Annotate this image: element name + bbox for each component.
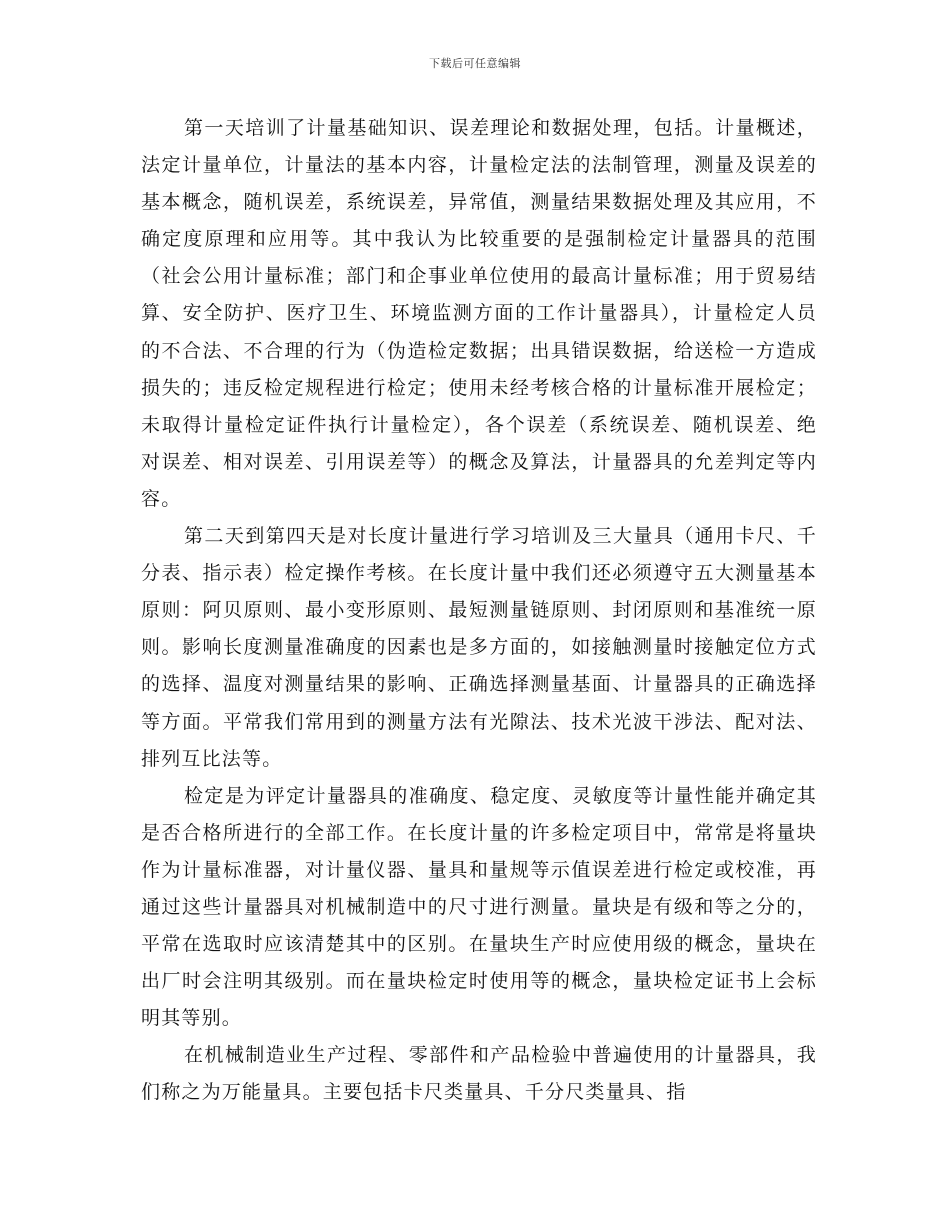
page-header: 下载后可任意编辑: [429, 57, 521, 70]
paragraph-2: 第二天到第四天是对长度计量进行学习培训及三大量具（通用卡尺、千分表、指示表）检定操作考核。在长度计量中我们还必须遵守五大测量基本原则：阿贝原则、最小变形原则、最短测量链原则、封闭原则和基准统一原则。影响长度测量准确度的因素也是多方面的，如接触测量时接触定位方式的选择、温度对测量结果的影响、正确选择测量基面、计量器具的正确选择等方面。平常我们常用到的测量方法有光隙法、技术光波干涉法、配对法、排列互比法等。: [141, 525, 817, 770]
document-body: [141, 110, 817, 1112]
paragraph-1: 第一天培训了计量基础知识、误差理论和数据处理，包括。计量概述，法定计量单位，计量法的基本内容，计量检定法的法制管理，测量及误差的基本概念，随机误差，系统误差，异常值，测量结果数据处理及其应用，不确定度原理和应用等。其中我认为比较重要的是强制检定计量器具的范围（社会公用计量标准；部门和企事业单位使用的最高计量标准；用于贸易结算、安全防护、医疗卫生、环境监测方面的工作计量器具），计量检定人员的不合法、不合理的行为（伪造检定数据；出具错误数据，给送检一方造成损失的；违反检定规程进行检定；使用未经考核合格的计量标准开展检定；未取得计量检定证件执行计量检定），各个误差（系统误差、随机误差、绝对误差、相对误差、引用误差等）的概念及算法，计量器具的允差判定等内容。: [141, 117, 817, 510]
paragraph-4: 在机械制造业生产过程、零部件和产品检验中普遍使用的计量器具，我们称之为万能量具。主要包括卡尺类量具、千分尺类量具、指: [141, 1044, 817, 1104]
paragraph-3: 检定是为评定计量器具的准确度、稳定度、灵敏度等计量性能并确定其是否合格所进行的全部工作。在长度计量的许多检定项目中，常常是将量块作为计量标准器，对计量仪器、量具和量规等示值误差进行检定或校准，再通过这些计量器具对机械制造中的尺寸进行测量。量块是有级和等之分的，平常在选取时应该清楚其中的区别。在量块生产时应使用级的概念，量块在出厂时会注明其级别。而在量块检定时使用等的概念，量块检定证书上会标明其等别。: [141, 784, 817, 1030]
